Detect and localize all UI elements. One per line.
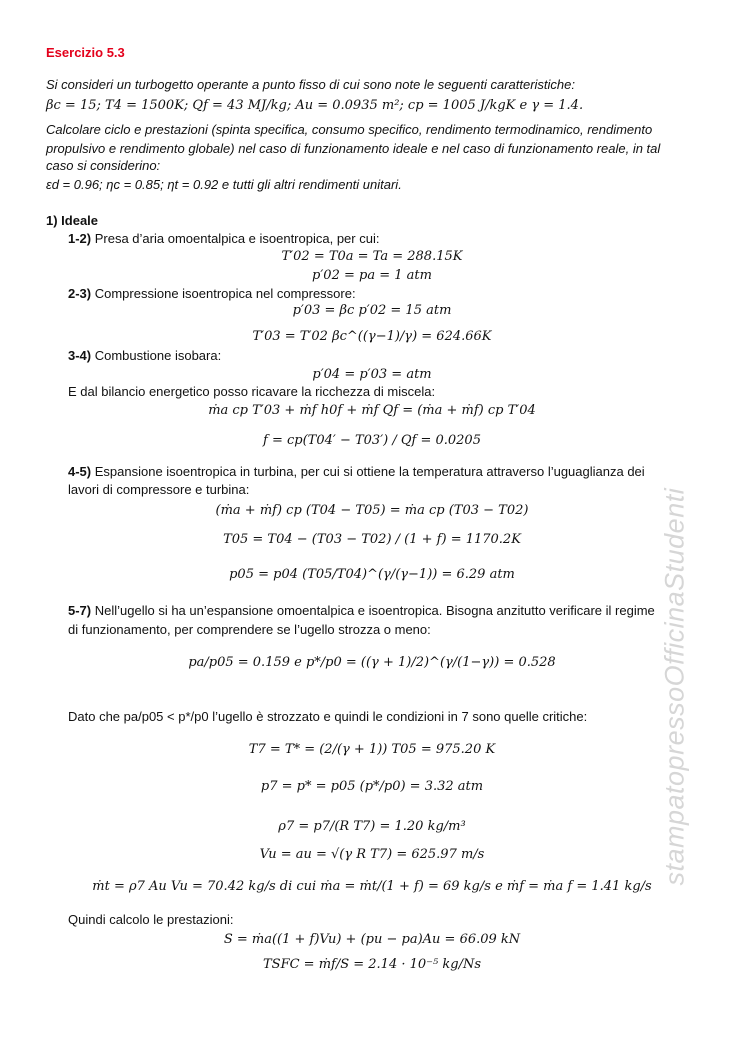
equation: f = cp(T04′ − T03′) / Qf = 0.0205 xyxy=(263,433,481,448)
watermark: stampatopressoOfficinaStudenti xyxy=(659,487,690,886)
intro-line: Si consideri un turbogetto operante a punto fisso di cui sono note le seguenti caratteristiche: xyxy=(46,77,575,92)
equation: T05 = T04 − (T03 − T02) / (1 + f) = 1170.2K xyxy=(223,532,521,547)
section-heading: 1) Ideale xyxy=(46,213,99,228)
equation: p′03 = βc p′02 = 15 atm xyxy=(292,303,452,318)
step-text: Combustione isobara: xyxy=(91,348,222,363)
intro-line: Calcolare ciclo e prestazioni (spinta specifica, consumo specifico, rendimento termodinamico, rendimento xyxy=(46,122,653,137)
step-1-2 xyxy=(68,230,379,248)
equation: ṁa cp T′03 + ṁf h0f + ṁf Qf = (ṁa + ṁf) cp T′04 xyxy=(208,403,536,418)
step-label: 1-2) xyxy=(68,231,92,246)
equation: Vu = au = √(γ R T7) = 625.97 m/s xyxy=(259,847,485,862)
exercise-title: Esercizio 5.3 xyxy=(46,45,125,60)
equation: p7 = p* = p05 (p*/p0) = 3.32 atm xyxy=(260,779,484,794)
equation: (ṁa + ṁf) cp (T04 − T05) = ṁa cp (T03 − T02) xyxy=(215,503,529,518)
text-line: E dal bilancio energetico posso ricavare la ricchezza di miscela: xyxy=(68,384,436,399)
equation: pa/p05 = 0.159 e p*/p0 = ((γ + 1)/2)^(γ/(1−γ)) = 0.528 xyxy=(188,655,556,670)
equation: ρ7 = p7/(R T7) = 1.20 kg/m³ xyxy=(278,819,466,834)
step-text: Compressione isoentropica nel compressore: xyxy=(91,286,356,301)
intro-data-line: βc = 15; T4 = 1500K; Qf = 43 MJ/kg; Au = 0.0935 m²; cp = 1005 J/kgK e γ = 1.4. xyxy=(46,98,584,113)
step-5-7 xyxy=(68,602,655,620)
equation: S = ṁa((1 + f)Vu) + (pu − pa)Au = 66.09 kN xyxy=(223,932,521,947)
step-4-5 xyxy=(68,463,645,481)
step-text: Espansione isoentropica in turbina, per cui si ottiene la temperatura attraverso l’uguaglianza dei xyxy=(91,464,645,479)
text-line: di funzionamento, per comprendere se l’ugello strozza o meno: xyxy=(68,622,431,637)
intro-line: caso si considerino: xyxy=(46,158,161,173)
equation: p′02 = pa = 1 atm xyxy=(312,268,432,283)
equation: T7 = T* = (2/(γ + 1)) T05 = 975.20 K xyxy=(248,742,496,757)
step-text: Nell’ugello si ha un’espansione omoentalpica e isoentropica. Bisogna anzitutto verificare il regime xyxy=(91,603,655,618)
text-line: Dato che pa/p05 < p*/p0 l’ugello è strozzato e quindi le condizioni in 7 sono quelle critiche: xyxy=(68,709,588,724)
intro-line: εd = 0.96; ηc = 0.85; ηt = 0.92 e tutti gli altri rendimenti unitari. xyxy=(46,177,402,192)
equation: T′02 = T0a = Ta = 288.15K xyxy=(281,249,463,264)
step-text: Presa d’aria omoentalpica e isoentropica, per cui: xyxy=(91,231,380,246)
equation: ṁt = ρ7 Au Vu = 70.42 kg/s di cui ṁa = ṁt/(1 + f) = 69 kg/s e ṁf = ṁa f = 1.41 kg/s xyxy=(92,879,652,894)
equation: TSFC = ṁf/S = 2.14 · 10⁻⁵ kg/Ns xyxy=(263,957,481,972)
equation: p′04 = p′03 = atm xyxy=(312,367,432,382)
text-line: lavori di compressore e turbina: xyxy=(68,482,250,497)
step-label: 4-5) xyxy=(68,464,92,479)
step-3-4 xyxy=(68,347,221,365)
step-label: 5-7) xyxy=(68,603,92,618)
equation: p05 = p04 (T05/T04)^(γ/(γ−1)) = 6.29 atm xyxy=(229,567,515,582)
step-label: 2-3) xyxy=(68,286,92,301)
text-line: Quindi calcolo le prestazioni: xyxy=(68,912,234,927)
intro-line: propulsivo e rendimento globale) nel caso di funzionamento ideale e nel caso di funzionamento reale, in tal xyxy=(46,141,661,156)
equation: T′03 = T′02 βc^((γ−1)/γ) = 624.66K xyxy=(252,329,492,344)
step-label: 3-4) xyxy=(68,348,92,363)
step-2-3 xyxy=(68,285,356,303)
